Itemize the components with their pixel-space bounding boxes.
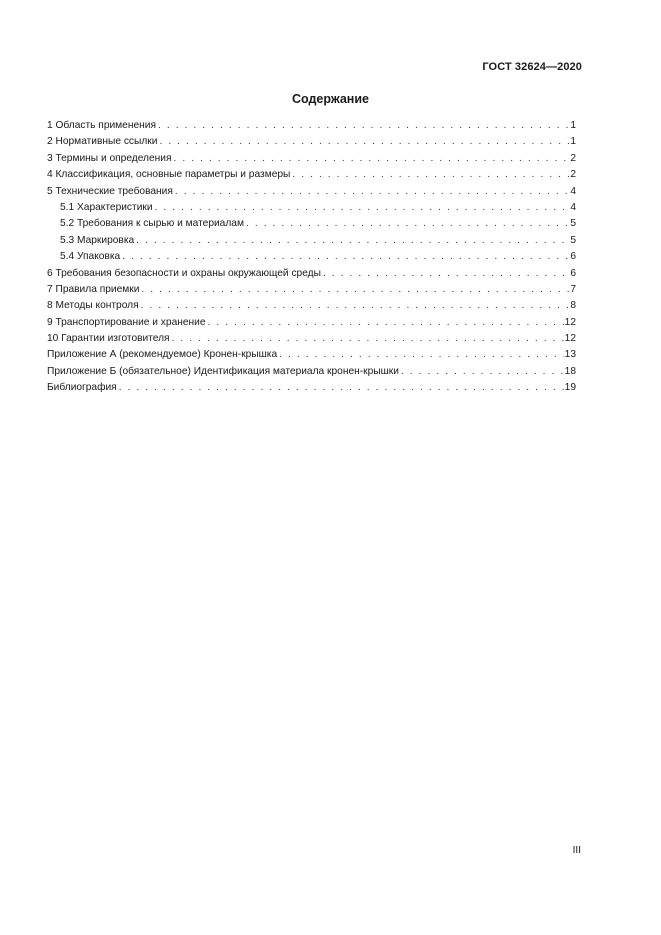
- toc-item-page: 2: [570, 169, 576, 181]
- toc-item-text: 8 Методы контроля: [47, 300, 139, 312]
- toc-item-text: Библиография: [47, 382, 117, 394]
- toc-item-page: 5: [570, 218, 576, 230]
- toc-item-2[interactable]: [47, 134, 576, 150]
- dot-leader: [136, 233, 569, 249]
- toc-item-page: 5: [570, 234, 576, 246]
- toc-item-4[interactable]: [47, 167, 576, 183]
- toc-item-page: 2: [570, 152, 576, 164]
- toc-item-5-4[interactable]: [47, 249, 576, 265]
- table-of-contents: [47, 118, 576, 397]
- toc-item-text: 9 Транспортирование и хранение: [47, 316, 206, 328]
- toc-item-page: 18: [564, 365, 576, 377]
- dot-leader: [208, 315, 564, 331]
- toc-item-page: 4: [570, 185, 576, 197]
- toc-item-page: 6: [570, 267, 576, 279]
- toc-item-7[interactable]: [47, 282, 576, 298]
- dot-leader: [155, 200, 570, 216]
- toc-item-page: 12: [564, 333, 576, 345]
- dot-leader: [122, 249, 569, 265]
- toc-item-5-1[interactable]: [47, 200, 576, 216]
- toc-item-page: 7: [570, 283, 576, 295]
- toc-item-text: 5.4 Упаковка: [60, 251, 121, 263]
- toc-item-bibliography[interactable]: [47, 380, 576, 396]
- toc-item-5[interactable]: [47, 184, 576, 200]
- toc-item-8[interactable]: [47, 298, 576, 314]
- toc-item-text: 10 Гарантии изготовителя: [47, 333, 170, 345]
- dot-leader: [141, 282, 569, 298]
- dot-leader: [141, 298, 570, 314]
- dot-leader: [323, 266, 569, 282]
- dot-leader: [279, 347, 564, 363]
- page-number: III: [572, 845, 581, 856]
- toc-item-page: 1: [570, 136, 576, 148]
- toc-item-page: 8: [570, 300, 576, 312]
- toc-item-text: 2 Нормативные ссылки: [47, 136, 158, 148]
- dot-leader: [159, 134, 569, 150]
- toc-title: Содержание: [291, 92, 369, 106]
- toc-item-page: 13: [564, 349, 576, 361]
- toc-item-text: 6 Требования безопасности и охраны окружающей среды: [47, 267, 321, 279]
- toc-item-text: 7 Правила приемки: [47, 283, 140, 295]
- dot-leader: [292, 167, 569, 183]
- toc-item-page: 1: [570, 120, 576, 131]
- toc-item-page: 19: [564, 382, 576, 394]
- toc-item-text: 1 Область применения: [47, 120, 156, 131]
- toc-item-text: 5.2 Требования к сырью и материалам: [60, 218, 244, 230]
- toc-item-6[interactable]: [47, 266, 576, 282]
- dot-leader: [172, 331, 564, 347]
- toc-item-5-3[interactable]: [47, 233, 576, 249]
- toc-item-page: 12: [564, 316, 576, 328]
- toc-item-10[interactable]: [47, 331, 576, 347]
- dot-leader: [119, 380, 564, 396]
- toc-item-text: 5 Технические требования: [47, 185, 173, 197]
- toc-item-text: 5.1 Характеристики: [60, 201, 153, 213]
- toc-item-text: 3 Термины и определения: [47, 152, 172, 164]
- dot-leader: [246, 216, 569, 232]
- dot-leader: [175, 184, 569, 200]
- document-standard-number: ГОСТ 32624—2020: [482, 61, 582, 73]
- toc-item-text: 5.3 Маркировка: [60, 234, 135, 246]
- dot-leader: [173, 151, 569, 167]
- toc-item-page: 4: [570, 201, 576, 213]
- toc-item-text: Приложение Б (обязательное) Идентификация материала кронен-крышки: [47, 365, 399, 377]
- dot-leader: [158, 118, 569, 134]
- toc-item-1[interactable]: [47, 118, 576, 134]
- toc-item-page: 6: [570, 251, 576, 263]
- toc-item-9[interactable]: [47, 315, 576, 331]
- toc-item-5-2[interactable]: [47, 216, 576, 232]
- toc-item-text: 4 Классификация, основные параметры и размеры: [47, 169, 291, 181]
- toc-item-appendix-b[interactable]: [47, 364, 576, 380]
- toc-item-appendix-a[interactable]: [47, 347, 576, 363]
- dot-leader: [401, 364, 564, 380]
- toc-item-text: Приложение А (рекомендуемое) Кронен-крышка: [47, 349, 278, 361]
- toc-item-3[interactable]: [47, 151, 576, 167]
